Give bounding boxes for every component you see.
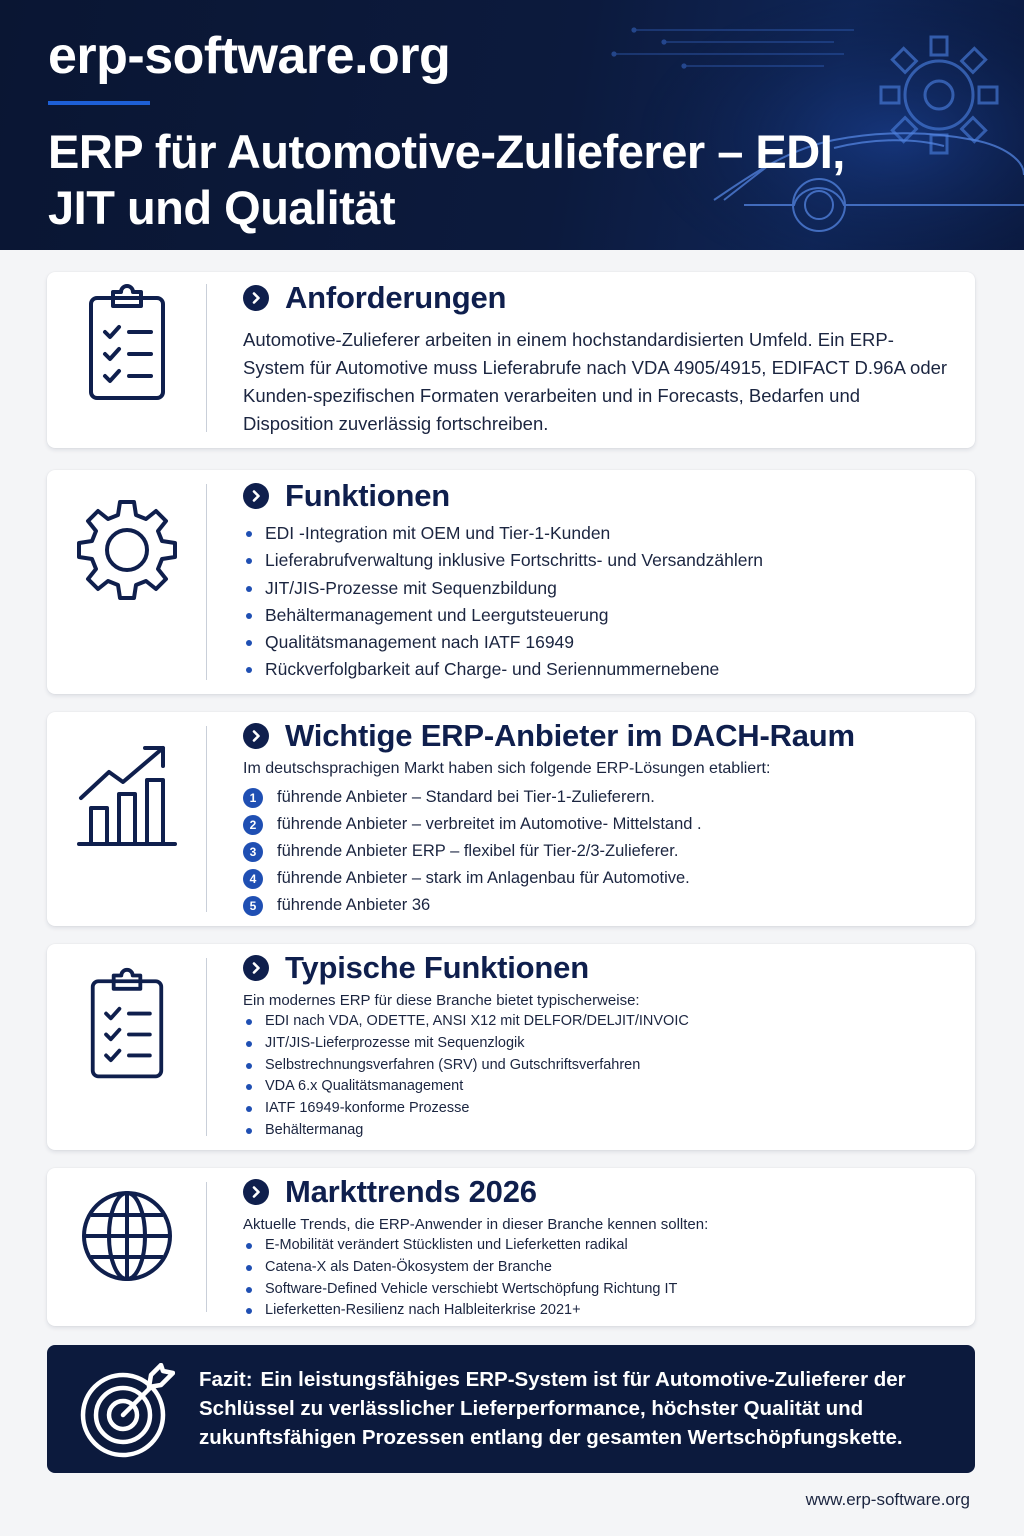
list-item: 4 führende Anbieter – stark im Anlagenbau für Automotive. — [243, 865, 955, 892]
section-text: Automotive-Zulieferer arbeiten in einem hochstandardisierten Umfeld. Ein ERP-System für Automotive muss Lieferabrufe nach VDA 4905/4915, EDIFACT D.96A oder Kunden-spezifischen Formaten verarbeiten und in Forecasts, Bedarfen und Disposition zuverlässig fortschreiben. — [243, 329, 948, 434]
feature-list — [243, 1011, 955, 1142]
number-badge: 1 — [243, 788, 263, 808]
chevron-right-icon — [243, 483, 269, 509]
section-intro: Aktuelle Trends, die ERP-Anwender in dieser Branche kennen sollten: — [243, 1216, 709, 1233]
list-item: IATF 16949-konforme Prozesse — [243, 1098, 955, 1120]
section-title: Markttrends 2026 — [285, 1174, 537, 1209]
card-funktionen — [47, 470, 975, 694]
growth-chart-icon — [67, 742, 187, 852]
section-title: Anforderungen — [285, 280, 507, 315]
chevron-right-icon — [243, 1179, 269, 1205]
list-item: EDI -Integration mit OEM und Tier-1-Kunden — [243, 520, 955, 547]
list-item: 1 führende Anbieter – Standard bei Tier-1-Zulieferern. — [243, 784, 955, 811]
card-typische-funktionen — [47, 944, 975, 1150]
conclusion-text: Ein leistungsfähiges ERP-System ist für Automotive-Zulieferer der Schlüssel zu verlässlicher Lieferperformance, höchster Qualität und zukunftsfähigen Prozessen entlang der gesamten Wertschöpfungskette. — [199, 1368, 906, 1449]
chevron-right-icon — [243, 723, 269, 749]
globe-icon — [67, 1188, 187, 1284]
list-item: Selbstrechnungsverfahren (SRV) und Gutschriftsverfahren — [243, 1055, 955, 1077]
gear-icon — [67, 498, 187, 602]
section-intro: Im deutschsprachigen Markt haben sich folgende ERP-Lösungen etabliert: — [243, 760, 771, 777]
list-item: Behältermanagement und Leergutsteuerung — [243, 602, 955, 629]
section-title: Wichtige ERP-Anbieter im DACH-Raum — [285, 718, 855, 753]
number-badge: 4 — [243, 869, 263, 889]
header-banner — [0, 0, 1024, 250]
page-title: ERP für Automotive-Zulieferer – EDI, JIT und Qualität — [48, 125, 845, 234]
section-title: Funktionen — [285, 478, 451, 513]
list-item: Software-Defined Vehicle verschiebt Wertschöpfung Richtung IT — [243, 1279, 955, 1301]
chevron-right-icon — [243, 955, 269, 981]
number-badge: 3 — [243, 842, 263, 862]
header-accent-rule — [48, 101, 150, 105]
clipboard-checklist-icon — [67, 966, 187, 1084]
site-name: erp-software.org — [48, 27, 451, 85]
conclusion-box — [47, 1345, 975, 1473]
section-title: Typische Funktionen — [285, 950, 589, 985]
list-item: Behältermanag — [243, 1120, 955, 1142]
section-intro: Ein modernes ERP für diese Branche bietet typischerweise: — [243, 992, 640, 1009]
clipboard-checklist-icon — [67, 282, 187, 406]
number-badge: 5 — [243, 896, 263, 916]
list-item: Lieferketten-Resilienz nach Halbleiterkrise 2021+ — [243, 1300, 955, 1322]
list-item: VDA 6.x Qualitätsmanagement — [243, 1076, 955, 1098]
list-item: 3 führende Anbieter ERP – flexibel für Tier-2/3-Zulieferer. — [243, 838, 955, 865]
chevron-right-icon — [243, 285, 269, 311]
list-item: EDI nach VDA, ODETTE, ANSI X12 mit DELFOR/DELJIT/INVOIC — [243, 1011, 955, 1033]
list-item: E-Mobilität verändert Stücklisten und Lieferketten radikal — [243, 1235, 955, 1257]
list-item: Qualitätsmanagement nach IATF 16949 — [243, 629, 955, 656]
list-item: Rückverfolgbarkeit auf Charge- und Seriennummernebene — [243, 656, 955, 683]
list-item: 5 führende Anbieter 36 — [243, 892, 955, 919]
trend-list — [243, 1235, 955, 1322]
list-item: Lieferabrufverwaltung inklusive Fortschritts- und Versandzählern — [243, 547, 955, 574]
footer-url: www.erp-software.org — [805, 1490, 970, 1509]
list-item: JIT/JIS-Prozesse mit Sequenzbildung — [243, 575, 955, 602]
feature-list — [243, 520, 955, 684]
card-markttrends — [47, 1168, 975, 1326]
card-anforderungen — [47, 272, 975, 448]
card-anbieter — [47, 712, 975, 926]
list-item: Catena-X als Daten-Ökosystem der Branche — [243, 1257, 955, 1279]
number-badge: 2 — [243, 815, 263, 835]
list-item: 2 führende Anbieter – verbreitet im Automotive- Mittelstand . — [243, 811, 955, 838]
target-arrow-icon — [79, 1363, 175, 1464]
list-item: JIT/JIS-Lieferprozesse mit Sequenzlogik — [243, 1033, 955, 1055]
vendor-list — [243, 784, 955, 919]
conclusion-label: Fazit: — [199, 1368, 253, 1391]
